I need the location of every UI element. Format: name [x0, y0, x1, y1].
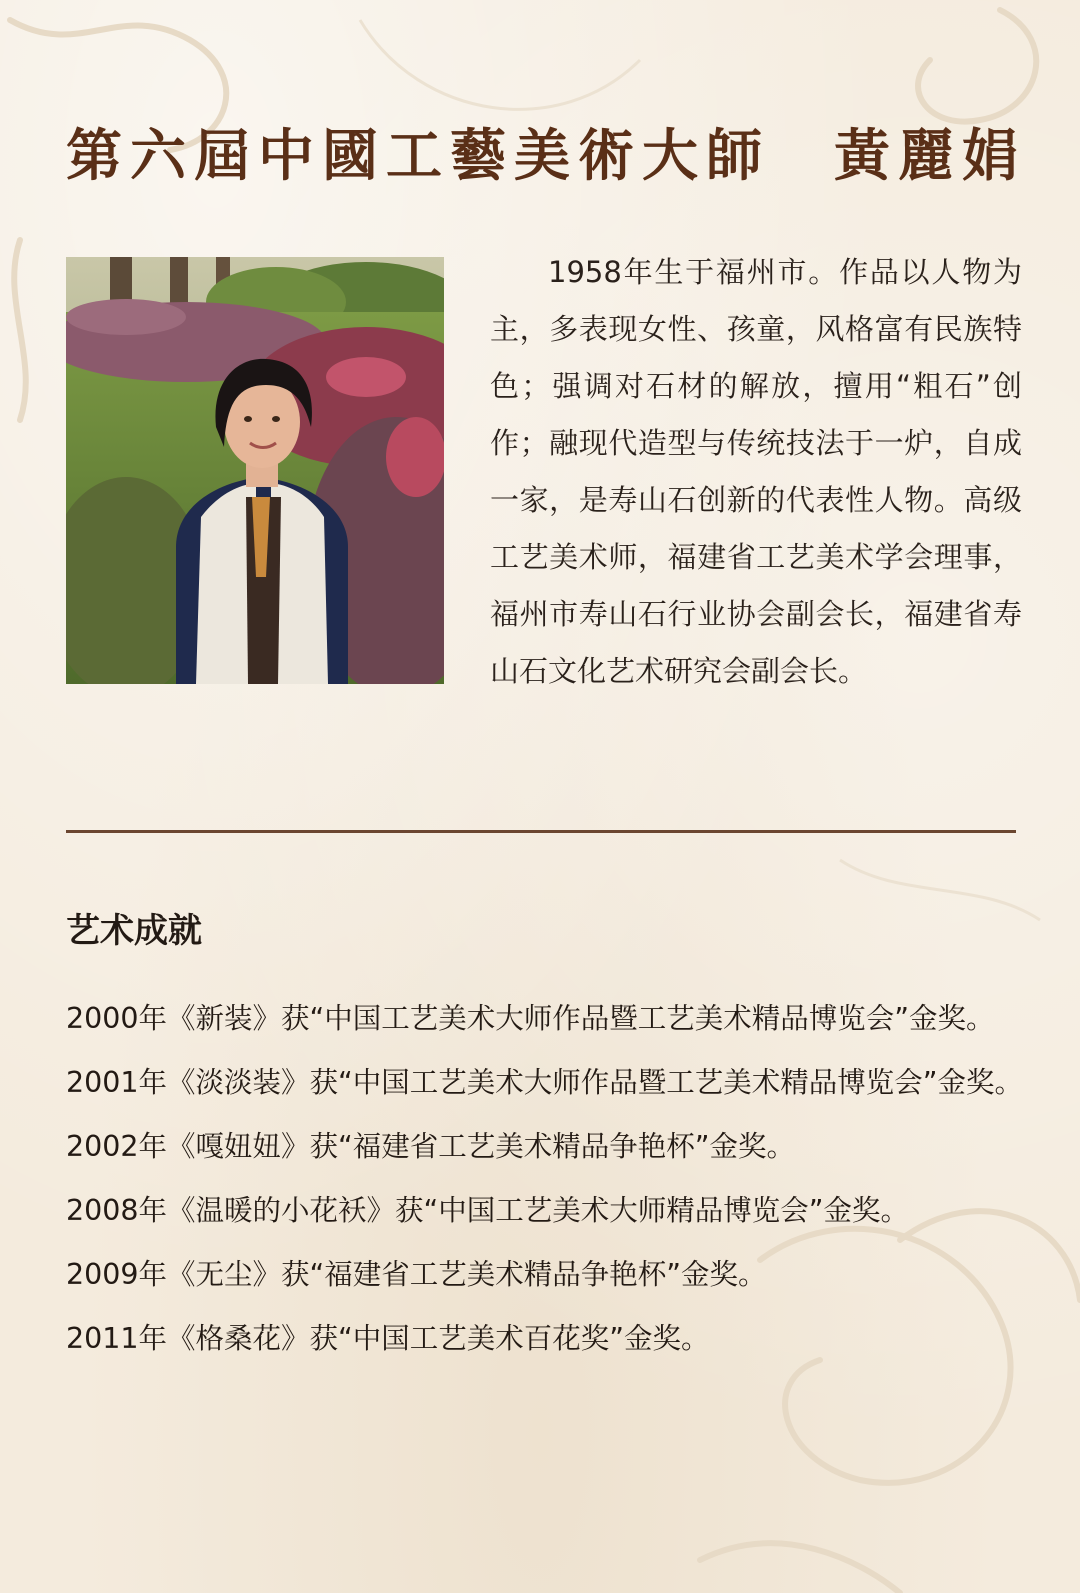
page-title: 第六屆中國工藝美術大師 黃麗娟	[66, 122, 1026, 189]
portrait-photo-illustration	[66, 257, 444, 684]
achievement-item: 2000年《新装》获“中国工艺美术大师作品暨工艺美术精品博览会”金奖。	[66, 1002, 995, 1035]
achievement-item: 2008年《温暖的小花袄》获“中国工艺美术大师精品博览会”金奖。	[66, 1194, 910, 1227]
achievement-item: 2011年《格桑花》获“中国工艺美术百花奖”金奖。	[66, 1322, 710, 1355]
section-divider	[66, 830, 1016, 833]
achievement-item: 2002年《嘎妞妞》获“福建省工艺美术精品争艳杯”金奖。	[66, 1130, 796, 1163]
achievements-heading: 艺术成就	[66, 911, 202, 951]
biography-text: 1958年生于福州市。作品以人物为主，多表现女性、孩童，风格富有民族特色；强调对石材的解放，擅用“粗石”创作；融现代造型与传统技法于一炉，自成一家，是寿山石创新的代表性人物。高级工艺美术师，福建省工艺美术学会理事，福州市寿山石行业协会副会长，福建省寿山石文化艺术研究会副会长。	[490, 255, 1022, 688]
achievements-list	[66, 987, 1041, 1371]
achievement-item: 2009年《无尘》获“福建省工艺美术精品争艳杯”金奖。	[66, 1258, 767, 1291]
portrait-photo	[66, 257, 444, 684]
achievement-item: 2001年《淡淡装》获“中国工艺美术大师作品暨工艺美术精品博览会”金奖。	[66, 1066, 1024, 1099]
